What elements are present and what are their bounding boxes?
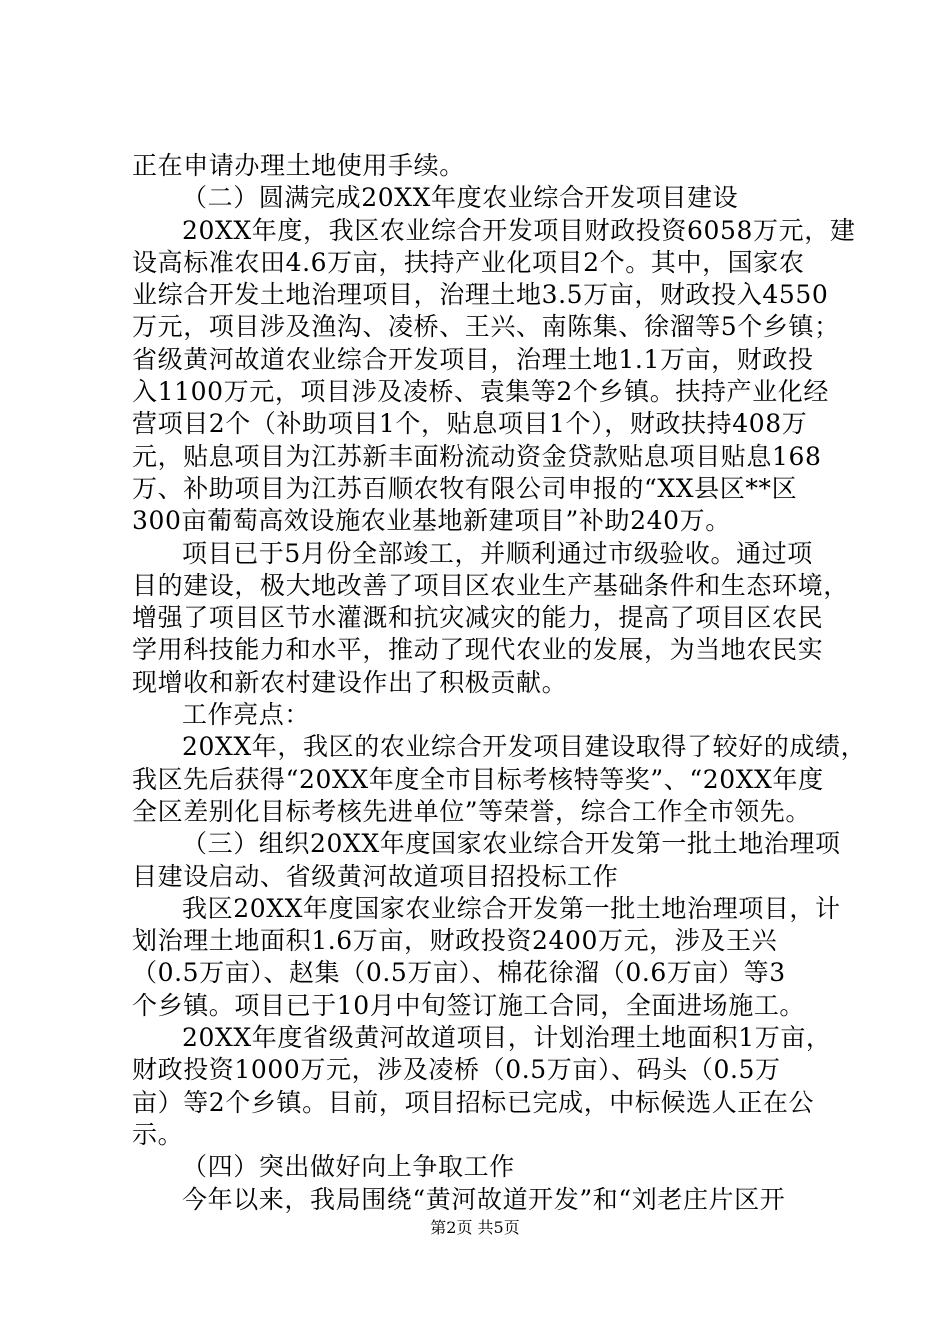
text-line: 营项目2个（补助项目1个，贴息项目1个），财政扶持408万 bbox=[132, 409, 808, 439]
text-line: 万、补助项目为江苏百顺农牧有限公司申报的“XX县区**区 bbox=[132, 473, 798, 503]
section-heading: （三）组织20XX年度国家农业综合开发第一批土地治理项 bbox=[182, 829, 841, 859]
text-line: 财政投资1000万元，涉及凌桥（0.5万亩）、码头（0.5万 bbox=[132, 1055, 781, 1085]
text-line: 目的建设，极大地改善了项目区农业生产基础条件和生态环境， bbox=[132, 570, 849, 600]
text-line: 20XX年，我区的农业综合开发项目建设取得了较好的成绩， bbox=[182, 732, 867, 762]
text-line: 全区差别化目标考核先进单位”等荣誉，综合工作全市领先。 bbox=[132, 796, 811, 826]
text-line: 我区先后获得“20XX年度全市目标考核特等奖”、“20XX年度 bbox=[132, 764, 824, 794]
text-line: 亩）等2个乡镇。目前，项目招标已完成，中标候选人正在公 bbox=[132, 1087, 815, 1117]
text-line: 20XX年度省级黄河故道项目，计划治理土地面积1万亩， bbox=[182, 1023, 832, 1053]
text-line: 现增收和新农村建设作出了积极贡献。 bbox=[132, 667, 568, 697]
text-line: 业综合开发土地治理项目，治理土地3.5万亩，财政投入4550 bbox=[132, 280, 829, 310]
text-line: 学用科技能力和水平，推动了现代农业的发展，为当地农民实 bbox=[132, 635, 824, 665]
section-heading: （二）圆满完成20XX年度农业综合开发项目建设 bbox=[182, 183, 739, 213]
text-line: 今年以来，我局围绕“黄河故道开发”和“刘老庄片区开 bbox=[182, 1184, 786, 1214]
text-line: 项目已于5月份全部竣工，并顺利通过市级验收。通过项 bbox=[182, 538, 813, 568]
text-line: 划治理土地面积1.6万亩，财政投资2400万元，涉及王兴 bbox=[132, 926, 778, 956]
page-footer: 第2页 共5页 bbox=[430, 1218, 520, 1237]
section-heading: （四）突出做好向上争取工作 bbox=[182, 1152, 515, 1182]
text-line: 20XX年度，我区农业综合开发项目财政投资6058万元，建 bbox=[182, 215, 856, 245]
text-line: 我区20XX年度国家农业综合开发第一批土地治理项目，计 bbox=[182, 893, 841, 923]
text-line: 正在申请办理土地使用手续。 bbox=[132, 151, 465, 180]
text-line: 元，贴息项目为江苏新丰面粉流动资金贷款贴息项目贴息168 bbox=[132, 441, 822, 471]
text-line: 入1100万元，项目涉及凌桥、袁集等2个乡镇。扶持产业化经 bbox=[132, 377, 829, 407]
document-body bbox=[132, 150, 867, 1216]
text-line: 工作亮点： bbox=[182, 700, 311, 730]
text-line: 设高标准农田4.6万亩，扶持产业化项目2个。其中，国家农 bbox=[132, 247, 805, 277]
text-line: 省级黄河故道农业综合开发项目，治理土地1.1万亩，财政投 bbox=[132, 344, 814, 374]
text-line: 增强了项目区节水灌溉和抗灾减灾的能力，提高了项目区农民 bbox=[132, 603, 824, 633]
text-line: （0.5万亩）、赵集（0.5万亩）、棉花徐溜（0.6万亩）等3 bbox=[132, 958, 786, 988]
text-line: 万元，项目涉及渔沟、凌桥、王兴、南陈集、徐溜等5个乡镇； bbox=[132, 312, 840, 342]
text-line: 300亩葡萄高效设施农业基地新建项目”补助240万。 bbox=[132, 506, 731, 536]
text-line: 个乡镇。项目已于10月中旬签订施工合同，全面进场施工。 bbox=[132, 990, 806, 1020]
text-line: 示。 bbox=[132, 1119, 184, 1149]
section-heading: 目建设启动、省级黄河故道项目招投标工作 bbox=[132, 861, 619, 891]
